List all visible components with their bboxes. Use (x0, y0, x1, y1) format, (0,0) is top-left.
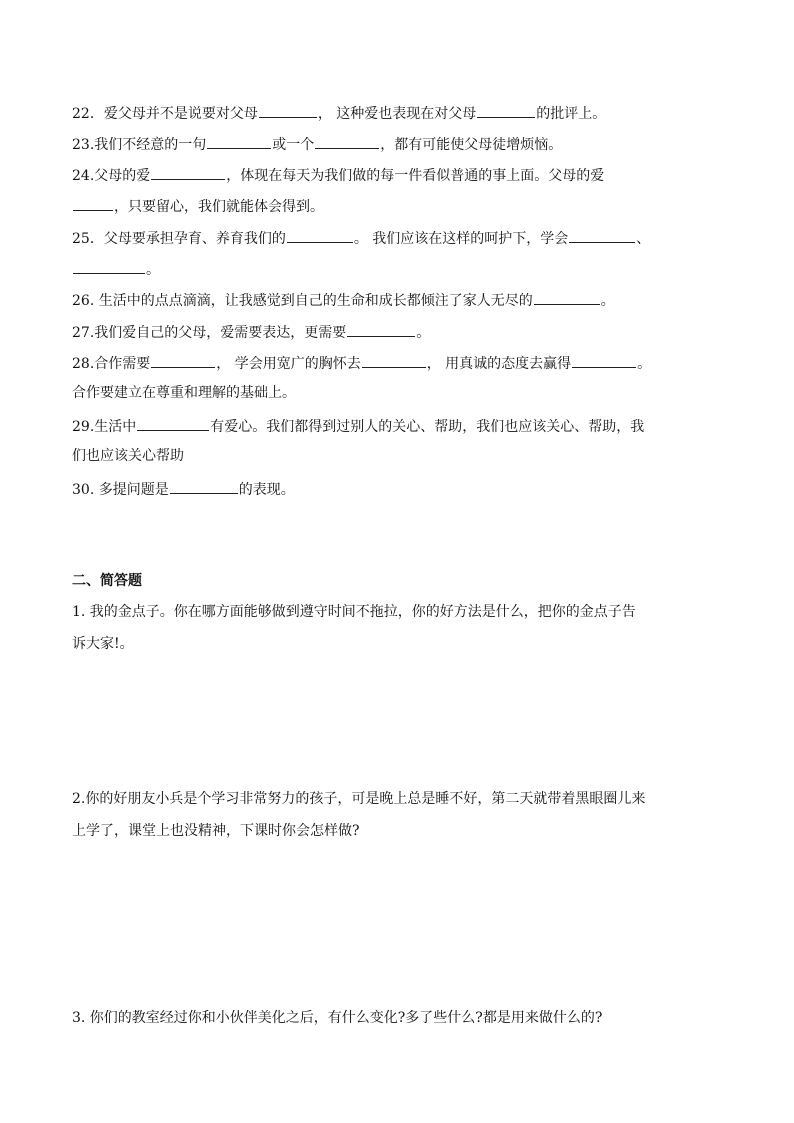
question-29-line-1 (72, 415, 728, 437)
q27-text-a: 27.我们爱自己的父母，爱需要表达，更需要 (72, 325, 347, 341)
q23-text-a: 23.我们不经意的一句 (72, 137, 207, 153)
q23-blank-1[interactable] (207, 133, 271, 149)
q25-text-a: 25．父母要承担孕育、养育我们的 (72, 231, 286, 247)
question-26 (72, 289, 728, 311)
question-28-line-1 (72, 352, 728, 374)
q29-text-c: 们也应该关心帮助 (72, 448, 184, 464)
q25-text-c: 、 (636, 231, 651, 247)
q30-text-b: 的表现。 (238, 482, 295, 498)
q25-blank-2[interactable] (569, 227, 635, 243)
q23-text-c: ，都有可能使父母徒增烦恼。 (380, 137, 563, 153)
q23-text-b: 或一个 (272, 137, 315, 153)
q24-text-c: ，只要留心，我们就能体会得到。 (114, 199, 324, 215)
q24-text-a: 24.父母的爱 (72, 168, 151, 184)
question-23 (72, 133, 728, 155)
q26-text-a: 26. 生活中的点点滴滴，让我感觉到自己的生命和成长都倾注了家人无尽的 (72, 293, 533, 309)
q25-blank-1[interactable] (287, 227, 353, 243)
short-answer-1-line-2: 诉大家!。 (72, 636, 134, 652)
q29-text-a: 29.生活中 (72, 419, 137, 435)
q22-text-a: 22．爱父母并不是说要对父母 (72, 106, 258, 122)
short-answer-3-line-1: 3. 你们的教室经过你和小伙伴美化之后，有什么变化?多了些什么?都是用来做什么的? (72, 1010, 603, 1026)
short-answer-2-line-2: 上学了，课堂上也没精神，下课时你会怎样做? (72, 823, 360, 839)
q28-text-a: 28.合作需要 (72, 356, 151, 372)
question-22 (72, 102, 728, 124)
q28-blank-2[interactable] (362, 352, 426, 368)
section-title: 二、简答题 (72, 573, 142, 589)
q28-blank-3[interactable] (572, 352, 636, 368)
question-29-line-2 (72, 446, 728, 466)
q26-blank-1[interactable] (534, 289, 600, 305)
q28-text-e: 合作要建立在尊重和理解的基础上。 (72, 385, 296, 401)
q22-blank-1[interactable] (259, 102, 317, 118)
q29-text-b: 有爱心。我们都得到过别人的关心、帮助，我们也应该关心、帮助，我 (210, 419, 645, 435)
short-answer-2-line-1: 2.你的好朋友小兵是个学习非常努力的孩子，可是晚上总是睡不好，第二天就带着黑眼圈儿来 (72, 791, 646, 807)
q22-blank-2[interactable] (477, 102, 535, 118)
q29-blank-1[interactable] (137, 415, 209, 431)
q28-text-d: 。 (637, 356, 652, 372)
q24-blank-2[interactable] (73, 195, 113, 211)
q22-text-b: ， 这种爱也表现在对父母 (317, 106, 477, 122)
question-28-line-2 (72, 383, 728, 403)
q25-blank-3[interactable] (73, 258, 145, 274)
q23-blank-2[interactable] (315, 133, 379, 149)
short-answer-1-line-1: 1. 我的金点子。你在哪方面能够做到遵守时间不拖拉，你的好方法是什么，把你的金点子告 (72, 604, 636, 620)
question-24-line-2 (72, 195, 728, 217)
q30-text-a: 30. 多提问题是 (72, 482, 169, 498)
q26-text-b: 。 (600, 293, 615, 309)
q24-blank-1[interactable] (151, 164, 225, 180)
q25-text-d: 。 (146, 262, 160, 278)
q30-blank-1[interactable] (170, 478, 238, 494)
q22-text-c: 的批评上。 (536, 106, 607, 122)
question-25-line-1 (72, 227, 728, 249)
q28-blank-1[interactable] (151, 352, 215, 368)
q28-text-b: ， 学会用宽广的胸怀去 (216, 356, 361, 372)
question-25-line-2 (72, 258, 728, 280)
q27-text-b: 。 (416, 325, 431, 341)
question-27 (72, 321, 728, 343)
q27-blank-1[interactable] (347, 321, 415, 337)
question-30 (72, 478, 728, 500)
q25-text-b: 。 我们应该在这样的呵护下，学会 (353, 231, 569, 247)
q28-text-c: ， 用真诚的态度去赢得 (426, 356, 572, 372)
question-24-line-1 (72, 164, 728, 186)
q24-text-b: ，体现在每天为我们做的每一件看似普通的事上面。父母的爱 (226, 168, 605, 184)
